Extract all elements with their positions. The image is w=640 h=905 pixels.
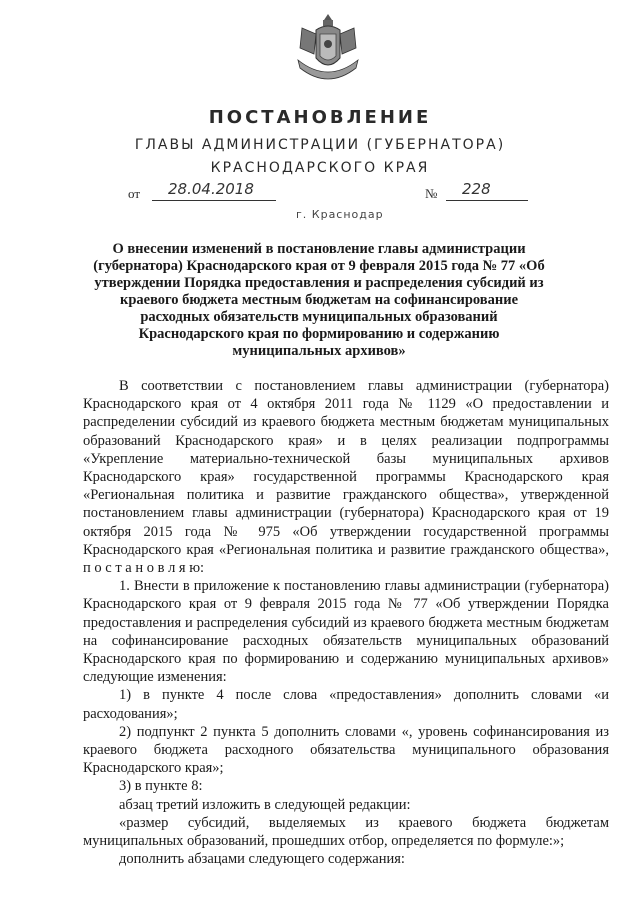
number-prefix: № (425, 186, 438, 201)
number-underline (446, 200, 528, 201)
body-paragraph: 3) в пункте 8: (119, 778, 203, 795)
region-heading: КРАСНОДАРСКОГО КРАЯ (210, 160, 430, 176)
date-underline (152, 200, 276, 201)
date-prefix: от (128, 186, 141, 201)
document-body (83, 377, 609, 868)
document-date: 28.04.2018 (168, 180, 254, 198)
document-type-heading: ПОСТАНОВЛЕНИЕ (208, 107, 432, 128)
body-paragraph: 1) в пункте 4 после слова «предоставления» дополнить словами «и расходования»; (83, 687, 609, 722)
body-paragraph: 2) подпункт 2 пункта 5 дополнить словами «, уровень софинансирования из краевого бюджета расходного обязательства муниципального образования Краснодарского края»; (83, 723, 609, 777)
document-number: 228 (462, 180, 491, 198)
body-paragraph: «размер субсидий, выделяемых из краевого бюджета бюджетам муниципальных образований, прошедших отбор, определяется по формуле:»; (83, 814, 609, 850)
body-paragraph: дополнить абзацами следующего содержания: (119, 851, 405, 868)
body-paragraph: 1. Внести в приложение к постановлению главы администрации (губернатора) Краснодарского края от 9 февраля 2015 года № 77 «Об утверждении Порядка предоставления и распределения субсидий из краевого бюджета местным бюджетам на софинансирование расходных обязательств муниципальных образований Краснодарского края по формированию и содержанию муниципальных архивов» следующие изменения: (83, 578, 609, 686)
issuer-heading: ГЛАВЫ АДМИНИСТРАЦИИ (ГУБЕРНАТОРА) (134, 137, 506, 153)
body-paragraph: абзац третий изложить в следующей редакции: (119, 796, 411, 813)
city-label: г. Краснодар (296, 208, 384, 221)
body-paragraph: В соответствии с постановлением главы администрации (губернатора) Краснодарского края от 4 октября 2011 года № 1129 «О предоставлении и распределении субсидий из краевого бюджета местным бюджетам муниципальных образований Краснодарского края» и в целях реализации подпрограммы «Укрепление материально-технической базы муниципальных архивов Краснодарского края» государственной программы Краснодарского края «Региональная политика и развитие гражданского общества», утвержденной постановлением главы администрации (губернатора) Краснодарского края от 19 октября 2015 года № 975 «Об утверждении государственной программы Краснодарского края «Региональная политика и развитие гражданского общества», п о с т а н о в л я ю: (83, 378, 609, 577)
document-title: О внесении изменений в постановление главы администрации (губернатора) Краснодарского края от 9 февраля 2015 года № 77 «Об утверждении Порядка предоставления и распределения субсидий из краевого бюджета местным бюджетам на софинансирование расходных обязательств муниципальных образований Краснодарского края по формированию и содержанию муниципальных архивов» (93, 241, 545, 359)
coat-of-arms-emblem (296, 12, 360, 90)
